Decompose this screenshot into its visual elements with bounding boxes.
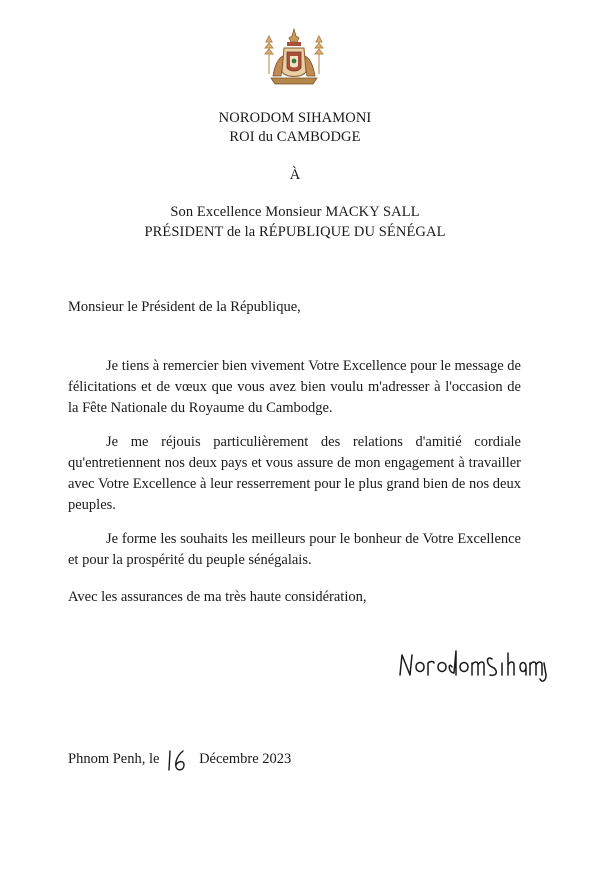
salutation: Monsieur le Président de la République, — [68, 299, 301, 315]
handwritten-day — [165, 748, 193, 772]
address-to-label: À — [289, 167, 301, 183]
closing-formula: Avec les assurances de ma très haute considération, — [68, 589, 367, 605]
sender-title: ROI du CAMBODGE — [229, 129, 361, 145]
date-month-year: Décembre 2023 — [199, 751, 292, 767]
handwritten-signature — [396, 645, 548, 685]
place-date-prefix: Phnom Penh, le — [68, 751, 160, 767]
royal-arms-of-cambodia-icon — [263, 28, 325, 88]
recipient-name: Son Excellence Monsieur MACKY SALL — [170, 204, 420, 220]
body-paragraph: Je tiens à remercier bien vivement Votre Excellence pour le message de félicitations et de vœux que vous avez bien voulu m'adresser à l'occasion de la Fête Nationale du Royaume du Cambodge. — [68, 358, 521, 416]
body-paragraph: Je forme les souhaits les meilleurs pour le bonheur de Votre Excellence et pour la prospérité du peuple sénégalais. — [68, 531, 521, 568]
body-paragraph: Je me réjouis particulièrement des relations d'amitié cordiale qu'entretiennent nos deux pays et vous assure de mon engagement à travailler avec Votre Excellence à leur resserrement pour le plus grand bien de nos deux peuples. — [68, 434, 521, 513]
place-and-date — [68, 744, 291, 768]
recipient-title: PRÉSIDENT de la RÉPUBLIQUE DU SÉNÉGAL — [144, 224, 446, 240]
sender-name: NORODOM SIHAMONI — [218, 110, 372, 126]
